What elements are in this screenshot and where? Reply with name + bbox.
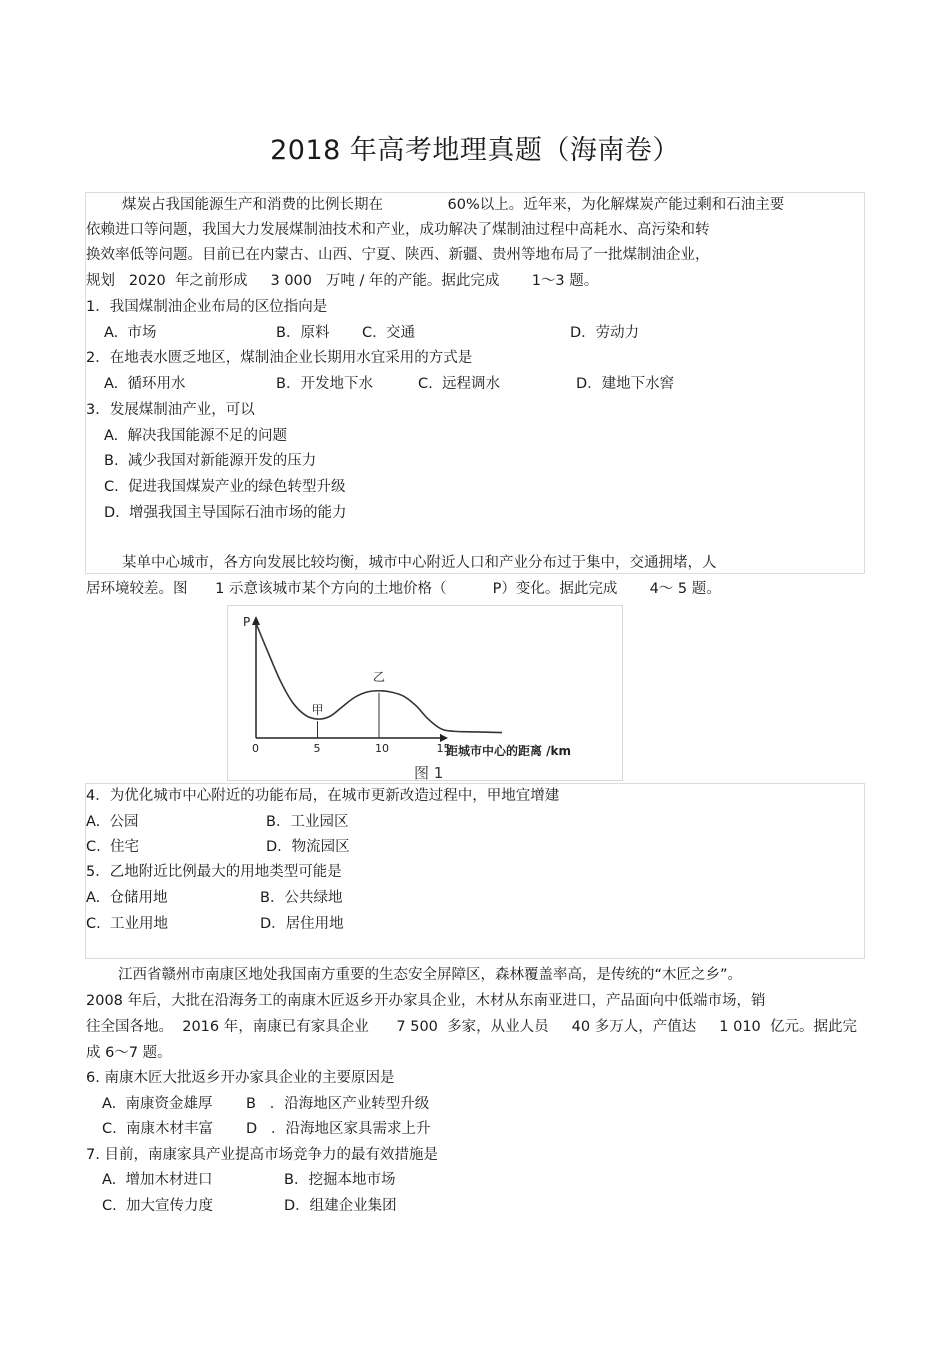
q1-stem: 1．我国煤制油企业布局的区位指向是 xyxy=(86,299,328,315)
passage3-line-4: 成 6～7 题。 xyxy=(86,1045,172,1061)
x-axis-label: 距城市中心的距离 /km xyxy=(446,744,572,758)
q3-option-a: A. 解决我国能源不足的问题 xyxy=(104,428,287,444)
q2-option-b: B．开发地下水 xyxy=(276,376,373,392)
q7-stem: 7. 目前，南康家具产业提高市场竞争力的最有效措施是 xyxy=(86,1147,438,1163)
x-tick-label: 15 xyxy=(436,742,451,755)
q6-option-c: C. 南康木材丰富 xyxy=(102,1121,213,1137)
q1-option-a: A. 市场 xyxy=(104,325,157,341)
q5-option-a: A. 仓储用地 xyxy=(86,890,168,906)
point-label-jia: 甲 xyxy=(311,703,324,718)
q4-option-b: B．工业园区 xyxy=(266,814,349,830)
q2-stem: 2．在地表水匮乏地区，煤制油企业长期用水宜采用的方式是 xyxy=(86,350,473,366)
q7-option-a: A. 增加木材进口 xyxy=(102,1172,213,1188)
passage1-line-2: 依赖进口等问题，我国大力发展煤制油技术和产业，成功解决了煤制油过程中高耗水、高污染和转 xyxy=(86,222,710,238)
y-axis-label: P xyxy=(243,615,251,629)
passage3-line-3: 往全国各地。 2016 年，南康已有家具企业 7 500 多家，从业人员 40 多万人，产值达 1 010 亿元。据此完 xyxy=(86,1019,857,1035)
q4-option-d: D．物流园区 xyxy=(266,839,350,855)
q2-option-a: A. 循环用水 xyxy=(104,376,186,392)
q7-option-b: B．挖掘本地市场 xyxy=(284,1172,396,1188)
land-price-chart xyxy=(228,606,624,782)
x-tick-label: 5 xyxy=(313,742,321,755)
q4-stem: 4．为优化城市中心附近的功能布局，在城市更新改造过程中，甲地宜增建 xyxy=(86,788,560,804)
q5-option-c: C. 工业用地 xyxy=(86,916,168,932)
q3-stem: 3．发展煤制油产业，可以 xyxy=(86,402,255,418)
q4-option-a: A. 公园 xyxy=(86,814,139,830)
q3-option-d: D. 增强我国主导国际石油市场的能力 xyxy=(104,505,347,521)
q6-option-b: B ．沿海地区产业转型升级 xyxy=(246,1096,430,1112)
q7-option-c: C. 加大宣传力度 xyxy=(102,1198,213,1214)
q6-option-d: D ．沿海地区家具需求上升 xyxy=(246,1121,431,1137)
x-tick-label: 0 xyxy=(252,742,259,755)
q1-option-c: C. 交通 xyxy=(362,325,415,341)
q4-option-c: C. 住宅 xyxy=(86,839,139,855)
passage3-line-2: 2008 年后，大批在沿海务工的南康木匠返乡开办家具企业，木材从东南亚进口，产品面向中低端市场，销 xyxy=(86,993,766,1009)
figure-1 xyxy=(227,605,623,781)
q5-option-b: B．公共绿地 xyxy=(260,890,343,906)
passage3-line-1: 江西省赣州市南康区地处我国南方重要的生态安全屏障区，森林覆盖率高，是传统的“木匠之乡”。 xyxy=(118,967,743,983)
q1-option-b: B．原料 xyxy=(276,325,330,341)
passage1-line-3: 换效率低等问题。目前已在内蒙古、山西、宁夏、陕西、新疆、贵州等地布局了一批煤制油企业， xyxy=(86,247,710,263)
x-axis-arrow xyxy=(440,734,448,742)
passage1-line-1: 煤炭占我国能源生产和消费的比例长期在 60%以上。近年来，为化解煤炭产能过剩和石油主要 xyxy=(122,197,785,213)
q3-option-b: B. 减少我国对新能源开发的压力 xyxy=(104,453,317,469)
q2-option-d: D．建地下水窖 xyxy=(576,376,675,392)
figure-caption: 图 1 xyxy=(414,764,444,782)
q6-stem: 6. 南康木匠大批返乡开办家具企业的主要原因是 xyxy=(86,1070,395,1086)
q2-option-c: C. 远程调水 xyxy=(418,376,500,392)
passage2-line-1: 某单中心城市，各方向发展比较均衡，城市中心附近人口和产业分布过于集中，交通拥堵，人 xyxy=(122,555,717,571)
q5-option-d: D．居住用地 xyxy=(260,916,344,932)
q6-option-a: A. 南康资金雄厚 xyxy=(102,1096,213,1112)
passage1-line-4: 规划 2020 年之前形成 3 000 万吨 / 年的产能。据此完成 1～3 题。 xyxy=(86,273,599,289)
q1-option-d: D．劳动力 xyxy=(570,325,640,341)
point-label-yi: 乙 xyxy=(373,669,386,684)
page-title: 2018 年高考地理真题（海南卷） xyxy=(270,135,680,166)
q5-stem: 5．乙地附近比例最大的用地类型可能是 xyxy=(86,864,342,880)
x-tick-label: 10 xyxy=(375,742,389,755)
q7-option-d: D．组建企业集团 xyxy=(284,1198,397,1214)
q3-option-c: C. 促进我国煤炭产业的绿色转型升级 xyxy=(104,479,346,495)
passage2-line-2: 居环境较差。图 1 示意该城市某个方向的土地价格（ P）变化。据此完成 4～ 5 题。 xyxy=(86,581,721,597)
